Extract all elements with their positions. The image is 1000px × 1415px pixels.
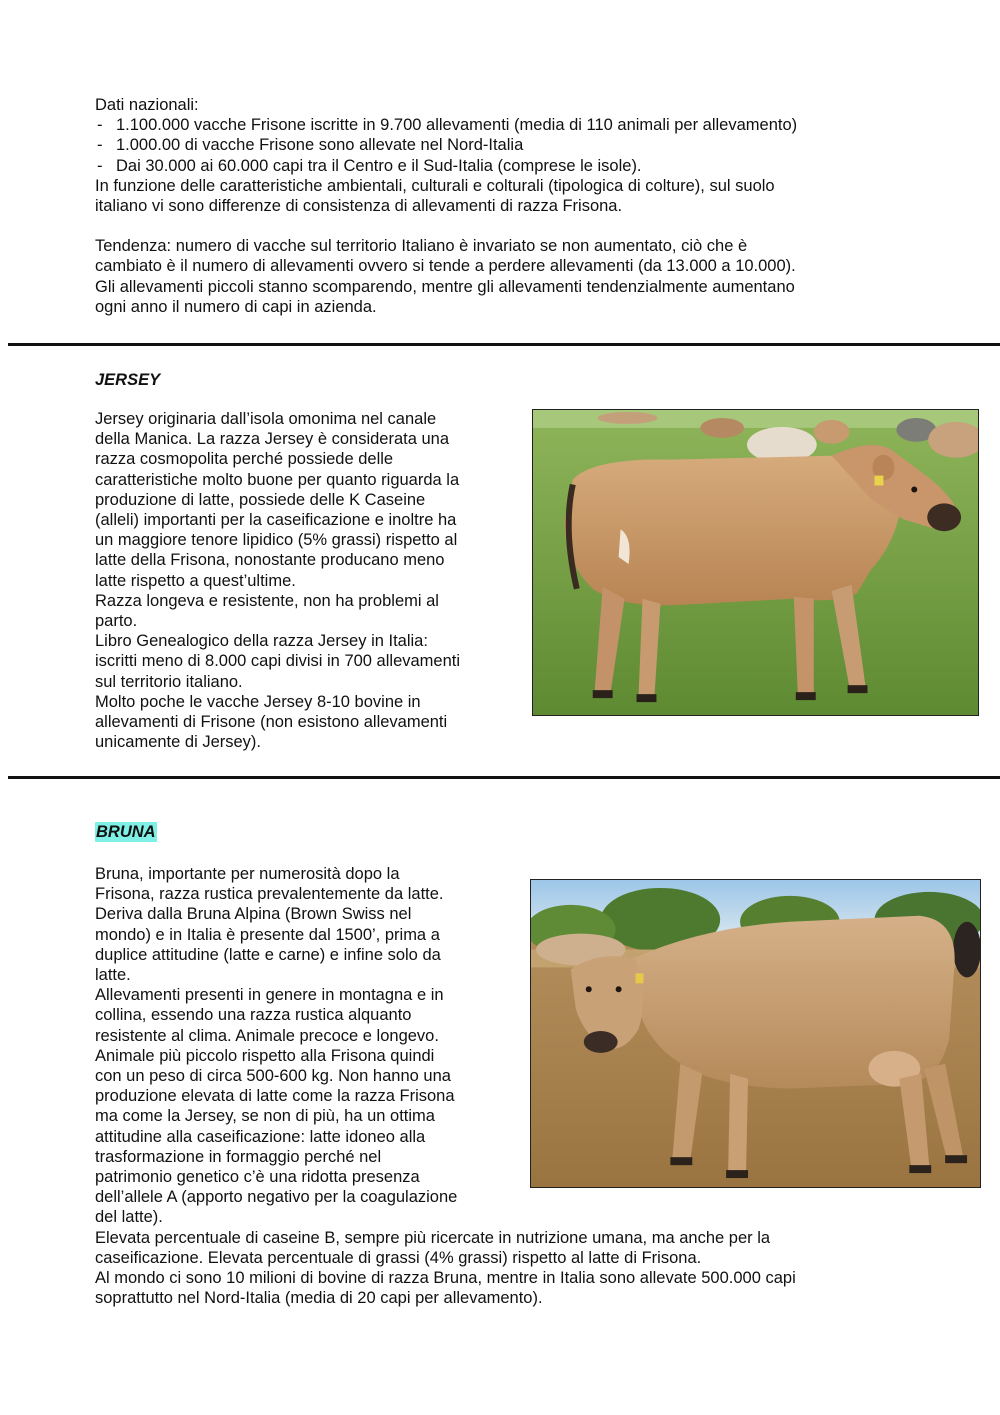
text-line: patrimonio genetico c’è una ridotta presenza [95,1168,420,1187]
bullet-text: 1.000.00 di vacche Frisone sono allevate nel Nord-Italia [116,136,524,155]
section-divider [8,343,1000,346]
text-line: cambiato è il numero di allevamenti ovvero si tende a perdere allevamenti (da 13.000 a 10.000). [95,257,796,276]
text-line: razza cosmopolita perché possiede delle [95,450,394,469]
text-line: (alleli) importanti per la caseificazione e inoltre ha [95,511,457,530]
text-line: Bruna, importante per numerosità dopo la [95,865,400,883]
bruna-cow-illustration [531,880,980,1187]
bruna-cow-photo [530,879,981,1188]
text-line: Deriva dalla Bruna Alpina (Brown Swiss nel [95,905,412,924]
text-line: Libro Genealogico della razza Jersey in Italia: [95,632,428,651]
text-line: iscritti meno di 8.000 capi divisi in 700 allevamenti [95,652,461,671]
text-line: italiano vi sono differenze di consistenza di allevamenti di razza Frisona. [95,197,623,216]
text-line: Elevata percentuale di caseine B, sempre più ricercate in nutrizione umana, ma anche per la [95,1228,771,1247]
bruna-heading: BRUNA [96,823,156,841]
section-divider [8,776,1000,779]
bullet-item [95,135,925,155]
text-line: duplice attitudine (latte e carne) e infine solo da [95,945,441,964]
text-line: attitudine alla caseificazione: latte idoneo alla [95,1127,426,1146]
text-line: trasformazione in formaggio perché nel [95,1147,382,1166]
bullet-text: Dai 30.000 ai 60.000 capi tra il Centro e il Sud-Italia (comprese le isole). [116,156,642,175]
text-line: ogni anno il numero di capi in azienda. [95,297,377,316]
national-data-heading: Dati nazionali: [95,96,199,114]
text-line: con un peso di circa 500-600 kg. Non hanno una [95,1067,451,1086]
text-line: della Manica. La razza Jersey è considerata una [95,430,450,449]
text-line: caratteristiche molto buone per quanto riguarda la [95,470,460,489]
text-line: Al mondo ci sono 10 milioni di bovine di razza Bruna, mentre in Italia sono allevate 500.000 capi [95,1269,796,1288]
text-line: parto. [95,612,138,631]
text-line: latte rispetto a quest’ultime. [95,571,296,590]
text-line: collina, essendo una razza rustica alquanto [95,1006,412,1025]
text-line: allevamenti di Frisone (non esistono allevamenti [95,713,448,732]
text-line: Frisona, razza rustica prevalentemente da latte. [95,885,444,904]
national-data-section [95,95,925,317]
text-line: sul territorio italiano. [95,672,243,691]
text-line: Molto poche le vacche Jersey 8-10 bovine in [95,692,421,711]
text-line: Jersey originaria dall’isola omonima nel canale [95,410,437,428]
text-line: In funzione delle caratteristiche ambientali, culturali e colturali (tipologica di colture), sul suolo [95,176,775,195]
bullet-item [95,156,925,176]
text-line: produzione di latte, possiede delle K Caseine [95,490,426,509]
jersey-cow-illustration [533,410,978,715]
text-line: un maggiore tenore lipidico (5% grassi) rispetto al [95,531,458,550]
jersey-heading: JERSEY [95,371,161,389]
text-line: resistente al clima. Animale precoce e longevo. [95,1026,439,1045]
text-line: Animale più piccolo rispetto alla Frisona quindi [95,1046,435,1065]
text-line: produzione elevata di latte come la razza Frisona [95,1087,455,1106]
text-line: latte. [95,966,131,985]
bullet-marker: - [97,136,103,155]
text-line: Tendenza: numero di vacche sul territorio Italiano è invariato se non aumentato, ciò che è [95,237,748,256]
text-line: Gli allevamenti piccoli stanno scomparendo, mentre gli allevamenti tendenzialmente aumentano [95,277,795,296]
text-line: del latte). [95,1208,163,1227]
text-line: Razza longeva e resistente, non ha problemi al [95,591,439,610]
bullet-text: 1.100.000 vacche Frisone iscritte in 9.700 allevamenti (media di 110 animali per allevamento) [116,116,798,135]
jersey-cow-photo [532,409,979,716]
text-line: dell’allele A (apporto negativo per la coagulazione [95,1188,458,1207]
text-line: Allevamenti presenti in genere in montagna e in [95,986,444,1005]
bullet-marker: - [97,156,103,175]
bullet-item [95,115,925,135]
bullet-marker: - [97,116,103,135]
text-line: latte della Frisona, nonostante producano meno [95,551,445,570]
text-line: caseificazione. Elevata percentuale di grassi (4% grassi) rispetto al latte di Frisona. [95,1248,702,1267]
jersey-description [95,409,520,752]
text-line: soprattutto nel Nord-Italia (media di 20 capi per allevamento). [95,1289,543,1308]
text-line: mondo) e in Italia è presente dal 1500’, prima a [95,925,440,944]
text-line: ma come la Jersey, se non di più, ha un ottima [95,1107,435,1126]
text-line: unicamente di Jersey). [95,733,261,752]
